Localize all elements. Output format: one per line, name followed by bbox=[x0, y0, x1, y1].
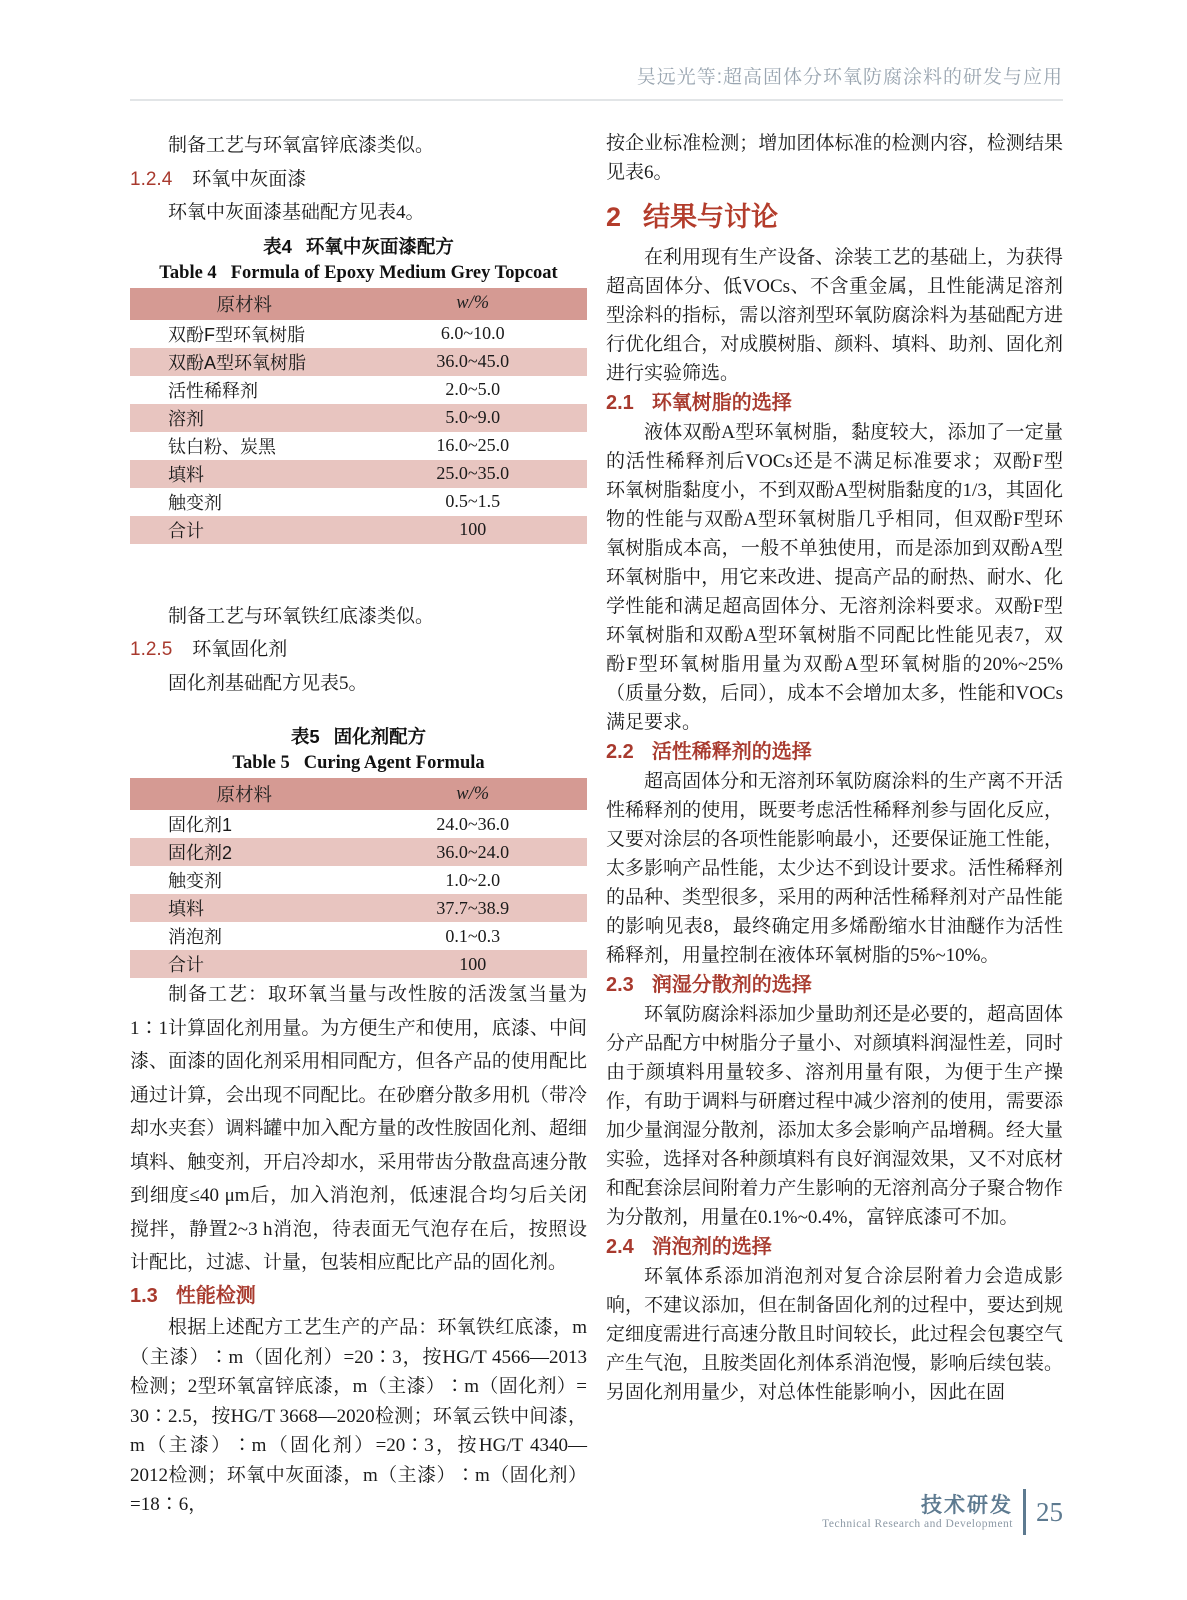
value-cell: 25.0~35.0 bbox=[436, 463, 510, 483]
table5-header-row bbox=[130, 778, 587, 810]
heading-1-2-5 bbox=[130, 633, 587, 667]
table4-caption-zh: 表4 环氧中灰面漆配方 bbox=[263, 235, 454, 257]
material-cell: 双酚F型环氧树脂 bbox=[168, 324, 305, 345]
table4 bbox=[130, 288, 587, 544]
heading-title: 环氧树脂的选择 bbox=[651, 392, 792, 414]
footer-section-labels bbox=[822, 1494, 1013, 1530]
value-cell: 100 bbox=[459, 519, 487, 539]
paragraph: 超高固体分和无溶剂环氧防腐涂料的生产离不开活性稀释剂的使用，既要考虑活性稀释剂参与固化反应，又要对涂层的各项性能影响最小，还要保证施工性能，太多影响产品性能，太少达不到设计要求。活性稀释剂的品种、类型很多，采用的两种活性稀释剂对产品性能的影响见表8，最终确定用多烯酚缩水甘油醚作为活性稀释剂，用量控制在液体环氧树脂的5%~10%。 bbox=[606, 771, 1063, 966]
heading-number: 1.2.5 bbox=[130, 639, 173, 660]
heading-title: 消泡剂的选择 bbox=[651, 1236, 772, 1258]
page-number: 25 bbox=[1036, 1496, 1063, 1527]
table-row bbox=[130, 488, 587, 516]
table-row bbox=[130, 950, 587, 978]
material-cell: 固化剂1 bbox=[168, 815, 233, 835]
value-cell: 6.0~10.0 bbox=[440, 323, 505, 343]
paragraph-process: 制备工艺：取环氧当量与改性胺的活泼氢当量为1∶1计算固化剂用量。为方便生产和使用，底漆、中间漆、面漆的固化剂采用相同配方，但各产品的使用配比通过计算，会出现不同配比。在砂磨分散多用机（带冷却水夹套）调料罐中加入配方量的改性胺固化剂、超细填料、触变剂，开启冷却水，采用带齿分散盘高速分散到细度≤40 μm后，加入消泡剂，低速混合均匀后关闭搅拌，静置2~3 h消泡，待表面无气泡存在后，按照设计配比，过滤、计量，包装相应配比产品的固化剂。 bbox=[130, 984, 587, 1273]
paragraph: 环氧防腐涂料添加少量助剂还是必要的，超高固体分产品配方中树脂分子量小、对颜填料润湿性差，同时由于颜填料用量较多、溶剂用量有限，为便于生产操作，有助于调料与研磨过程中减少溶剂的使用，需要添加少量润湿分散剂，添加太多会影响产品增稠。经大量实验，选择对各种颜填料有良好润湿效果，又不对底材和配套涂层间附着力产生影响的无溶剂高分子聚合物作为分散剂，用量在0.1%~0.4%，富锌底漆可不加。 bbox=[606, 1004, 1063, 1228]
material-cell: 填料 bbox=[168, 464, 204, 485]
material-cell: 活性稀释剂 bbox=[168, 380, 258, 401]
left-column bbox=[130, 129, 587, 1520]
table4-header-material: 原材料 bbox=[130, 288, 359, 320]
heading-title: 环氧中灰面漆 bbox=[192, 168, 307, 190]
material-cell: 消泡剂 bbox=[168, 927, 222, 947]
heading-number: 2.1 bbox=[606, 392, 634, 414]
heading-title: 润湿分散剂的选择 bbox=[651, 974, 812, 996]
heading-number: 1.3 bbox=[130, 1284, 158, 1307]
heading-title: 性能检测 bbox=[175, 1284, 256, 1307]
table4-header-row bbox=[130, 288, 587, 320]
table4-caption bbox=[130, 234, 587, 287]
right-column bbox=[606, 129, 1063, 1520]
material-cell: 钛白粉、炭黑 bbox=[168, 436, 276, 457]
material-cell: 溶剂 bbox=[168, 408, 204, 429]
paragraph: 制备工艺与环氧铁红底漆类似。 bbox=[168, 605, 435, 627]
material-cell: 触变剂 bbox=[168, 871, 222, 891]
paragraph: 环氧中灰面漆基础配方见表4。 bbox=[168, 202, 425, 223]
paragraph: 液体双酚A型环氧树脂，黏度较大，添加了一定量的活性稀释剂后VOCs还是不满足标准要求；双酚F型环氧树脂黏度小，不到双酚A型树脂黏度的1/3，其固化物的性能与双酚A型环氧树脂几乎相同，但双酚F型环氧树脂成本高，一般不单独使用，而是添加到双酚A型环氧树脂中，用它来改进、提高产品的耐热、耐水、化学性能和满足超高固体分、无溶剂涂料要求。双酚F型环氧树脂和双酚A型环氧树脂不同配比性能见表7，双酚F型环氧树脂用量为双酚A型环氧树脂的20%~25%（质量分数，后同），成本不会增加太多，性能和VOCs满足要求。 bbox=[606, 422, 1063, 733]
table-row bbox=[130, 320, 587, 348]
table-row bbox=[130, 348, 587, 376]
value-cell: 16.0~25.0 bbox=[436, 435, 510, 455]
heading-number: 2.3 bbox=[606, 974, 634, 996]
heading-title: 结果与讨论 bbox=[643, 202, 779, 232]
value-cell: 1.0~2.0 bbox=[445, 869, 501, 890]
table5-header-wpercent: w/% bbox=[359, 778, 588, 810]
table-row bbox=[130, 376, 587, 404]
value-cell: 5.0~9.0 bbox=[445, 407, 501, 427]
heading-number: 2 bbox=[606, 202, 622, 232]
value-cell: 36.0~45.0 bbox=[436, 351, 510, 371]
material-cell: 填料 bbox=[168, 899, 204, 919]
footer-divider bbox=[1023, 1489, 1026, 1535]
table5-caption-en: Table 5 Curing Agent Formula bbox=[232, 753, 485, 773]
running-head-title: 吴远光等:超高固体分环氧防腐涂料的研发与应用 bbox=[636, 67, 1063, 88]
heading-title: 活性稀释剂的选择 bbox=[651, 741, 812, 763]
table5-caption bbox=[130, 724, 587, 777]
paragraph: 在利用现有生产设备、涂装工艺的基础上，为获得超高固体分、低VOCs、不含重金属，且性能满足溶剂型涂料的指标，需以溶剂型环氧防腐涂料为基础配方进行优化组合，对成膜树脂、颜料、填料、助剂、固化剂进行实验筛选。 bbox=[606, 247, 1063, 384]
table-row bbox=[130, 922, 587, 950]
heading-number: 2.4 bbox=[606, 1236, 634, 1258]
material-cell: 合计 bbox=[168, 520, 204, 541]
value-cell: 37.7~38.9 bbox=[436, 897, 510, 918]
table5-header-material: 原材料 bbox=[130, 778, 359, 810]
table5 bbox=[130, 778, 587, 978]
heading-number: 1.2.4 bbox=[130, 168, 173, 190]
footer-section-zh: 技术研发 bbox=[921, 1494, 1013, 1517]
value-cell: 100 bbox=[459, 953, 487, 974]
table-row bbox=[130, 810, 587, 838]
paragraph: 环氧体系添加消泡剂对复合涂层附着力会造成影响，不建议添加，但在制备固化剂的过程中，要达到规定细度需进行高速分散且时间较长，此过程会包裹空气产生气泡，且胺类固化剂体系消泡慢，影响后续包装。另固化剂用量少，对总体性能影响小，因此在固 bbox=[606, 1266, 1063, 1403]
table4-header-wpercent: w/% bbox=[359, 288, 588, 320]
page-content bbox=[130, 62, 1063, 1520]
paragraph: 制备工艺与环氧富锌底漆类似。 bbox=[168, 135, 435, 156]
table-row bbox=[130, 894, 587, 922]
table-row bbox=[130, 404, 587, 432]
two-column-body bbox=[130, 129, 1063, 1520]
paragraph-continued: 按企业标准检测；增加团体标准的检测内容，检测结果见表6。 bbox=[606, 133, 1063, 183]
heading-title: 环氧固化剂 bbox=[192, 639, 288, 660]
footer-section-en: Technical Research and Development bbox=[822, 1518, 1013, 1530]
heading-2-2 bbox=[606, 737, 1063, 767]
heading-1-3 bbox=[130, 1280, 587, 1314]
material-cell: 固化剂2 bbox=[168, 843, 233, 863]
heading-2-4 bbox=[606, 1232, 1063, 1262]
table-row bbox=[130, 516, 587, 544]
value-cell: 36.0~24.0 bbox=[436, 841, 510, 862]
table4-caption-en: Table 4 Formula of Epoxy Medium Grey Topcoat bbox=[159, 262, 558, 283]
value-cell: 2.0~5.0 bbox=[445, 379, 501, 399]
heading-2 bbox=[606, 199, 1063, 235]
page-footer bbox=[822, 1489, 1063, 1535]
table-row bbox=[130, 432, 587, 460]
material-cell: 双酚A型环氧树脂 bbox=[168, 352, 307, 373]
table-row bbox=[130, 460, 587, 488]
heading-2-3 bbox=[606, 970, 1063, 1000]
table5-caption-zh: 表5 固化剂配方 bbox=[290, 726, 427, 747]
running-head bbox=[130, 62, 1063, 101]
value-cell: 24.0~36.0 bbox=[436, 813, 510, 834]
heading-number: 2.2 bbox=[606, 741, 634, 763]
table-row bbox=[130, 838, 587, 866]
material-cell: 触变剂 bbox=[168, 492, 222, 513]
value-cell: 0.1~0.3 bbox=[445, 925, 501, 946]
heading-2-1 bbox=[606, 388, 1063, 418]
material-cell: 合计 bbox=[168, 955, 204, 975]
table-row bbox=[130, 866, 587, 894]
paragraph-testing: 根据上述配方工艺生产的产品：环氧铁红底漆，m（主漆）∶m（固化剂）=20∶3，按HG/T 4566—2013检测；2型环氧富锌底漆，m（主漆）∶m（固化剂）= 30∶2.5，按HG/T 3668—2020检测；环氧云铁中间漆，m（主漆）∶m（固化剂）=20∶3，按HG/T 4340—2012检测；环氧中灰面漆，m（主漆）∶m（固化剂）=18∶6， bbox=[130, 1317, 587, 1515]
paragraph: 固化剂基础配方见表5。 bbox=[168, 672, 368, 694]
value-cell: 0.5~1.5 bbox=[445, 491, 501, 511]
heading-1-2-4 bbox=[130, 163, 587, 197]
